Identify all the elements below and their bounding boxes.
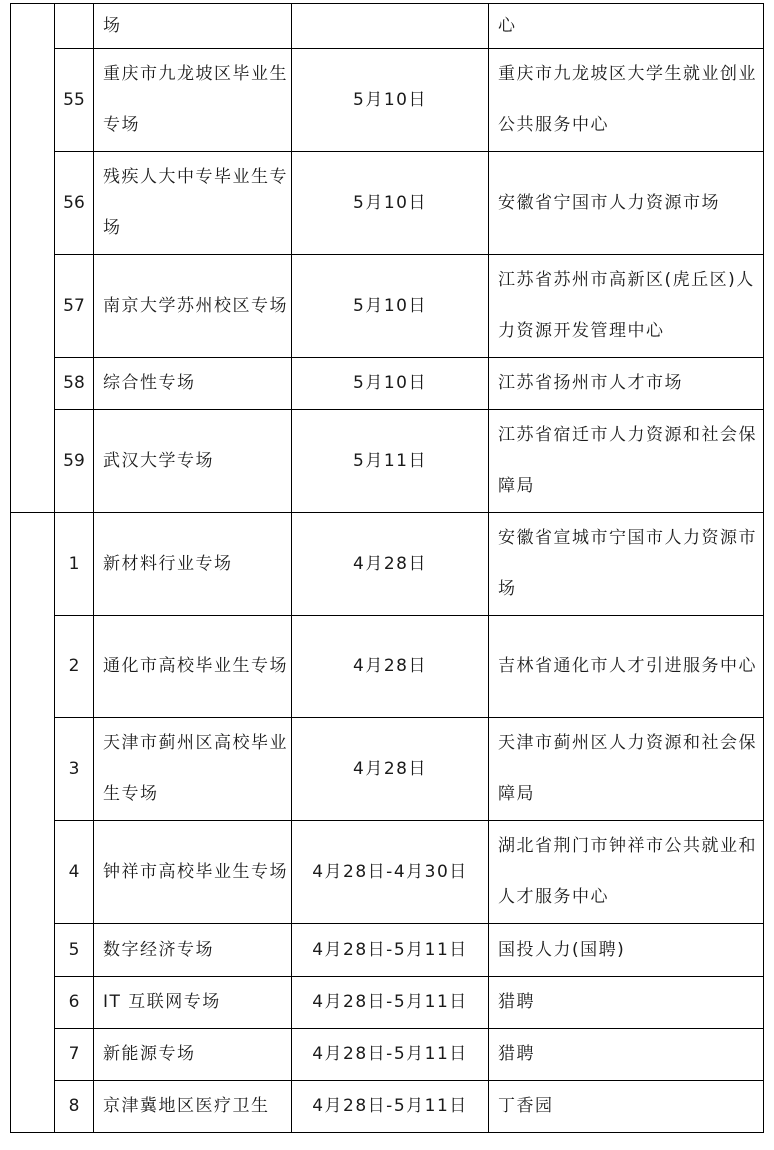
row-number: 2 (55, 616, 94, 718)
fair-date: 4月28日-5月11日 (292, 1081, 489, 1133)
fair-date: 4月28日-5月11日 (292, 977, 489, 1029)
fair-date: 4月28日-5月11日 (292, 924, 489, 977)
category-cell (11, 513, 55, 1133)
fair-date: 4月28日 (292, 718, 489, 821)
row-number: 55 (55, 49, 94, 152)
fair-date: 4月28日 (292, 616, 489, 718)
table-row (11, 1029, 764, 1081)
fair-name: 场 (94, 4, 292, 49)
row-number: 59 (55, 410, 94, 513)
row-number: 3 (55, 718, 94, 821)
fair-name: IT 互联网专场 (94, 977, 292, 1029)
fair-name: 残疾人大中专毕业生专场 (94, 152, 292, 255)
organizer: 江苏省扬州市人才市场 (489, 358, 764, 410)
fair-date: 5月10日 (292, 49, 489, 152)
table-row (11, 358, 764, 410)
fair-name: 新材料行业专场 (94, 513, 292, 616)
fair-name: 武汉大学专场 (94, 410, 292, 513)
organizer: 猎聘 (489, 977, 764, 1029)
fair-name: 钟祥市高校毕业生专场 (94, 821, 292, 924)
row-number: 7 (55, 1029, 94, 1081)
job-fair-table (10, 3, 764, 1133)
fair-name: 通化市高校毕业生专场 (94, 616, 292, 718)
organizer: 吉林省通化市人才引进服务中心 (489, 616, 764, 718)
row-number: 5 (55, 924, 94, 977)
fair-name: 天津市蓟州区高校毕业生专场 (94, 718, 292, 821)
organizer: 江苏省宿迁市人力资源和社会保障局 (489, 410, 764, 513)
organizer: 国投人力(国聘) (489, 924, 764, 977)
fair-name: 南京大学苏州校区专场 (94, 255, 292, 358)
table-row (11, 410, 764, 513)
fair-name: 重庆市九龙坡区毕业生专场 (94, 49, 292, 152)
fair-name: 综合性专场 (94, 358, 292, 410)
fair-name: 数字经济专场 (94, 924, 292, 977)
fair-name: 新能源专场 (94, 1029, 292, 1081)
row-number: 58 (55, 358, 94, 410)
category-cell (11, 4, 55, 513)
organizer: 天津市蓟州区人力资源和社会保障局 (489, 718, 764, 821)
fair-date: 5月10日 (292, 152, 489, 255)
fair-date: 4月28日-4月30日 (292, 821, 489, 924)
fair-name: 京津冀地区医疗卫生 (94, 1081, 292, 1133)
fair-date: 4月28日 (292, 513, 489, 616)
table-row (11, 513, 764, 616)
table-row (11, 924, 764, 977)
table-row (11, 255, 764, 358)
fair-date: 4月28日-5月11日 (292, 1029, 489, 1081)
fair-date (292, 4, 489, 49)
row-number (55, 4, 94, 49)
table-row (11, 977, 764, 1029)
table-row (11, 821, 764, 924)
organizer: 安徽省宣城市宁国市人力资源市场 (489, 513, 764, 616)
table-row (11, 616, 764, 718)
table-row (11, 152, 764, 255)
fair-date: 5月11日 (292, 410, 489, 513)
table-row (11, 4, 764, 49)
organizer: 猎聘 (489, 1029, 764, 1081)
row-number: 6 (55, 977, 94, 1029)
organizer: 安徽省宁国市人力资源市场 (489, 152, 764, 255)
organizer: 湖北省荆门市钟祥市公共就业和人才服务中心 (489, 821, 764, 924)
fair-date: 5月10日 (292, 255, 489, 358)
organizer: 重庆市九龙坡区大学生就业创业公共服务中心 (489, 49, 764, 152)
organizer: 丁香园 (489, 1081, 764, 1133)
row-number: 8 (55, 1081, 94, 1133)
row-number: 1 (55, 513, 94, 616)
row-number: 56 (55, 152, 94, 255)
organizer: 江苏省苏州市高新区(虎丘区)人力资源开发管理中心 (489, 255, 764, 358)
table-row (11, 718, 764, 821)
table-row (11, 49, 764, 152)
row-number: 4 (55, 821, 94, 924)
table-row (11, 1081, 764, 1133)
fair-date: 5月10日 (292, 358, 489, 410)
organizer: 心 (489, 4, 764, 49)
row-number: 57 (55, 255, 94, 358)
